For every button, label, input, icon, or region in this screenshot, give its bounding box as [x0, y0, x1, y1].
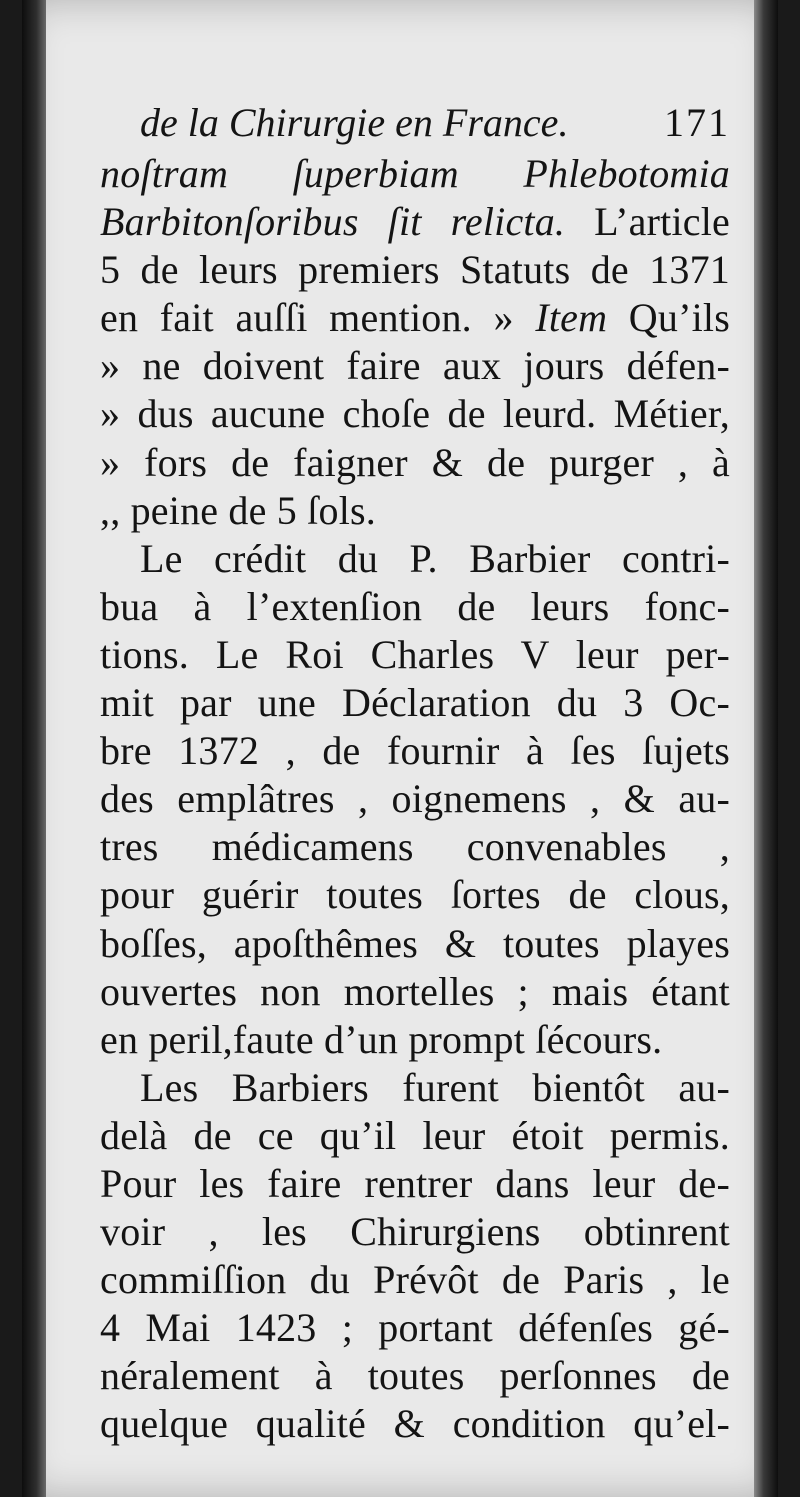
text-line: ouvertes non mortelles ; mais étant: [100, 968, 730, 1014]
text-line: en peril,faute d’un prompt ſécours.: [100, 1016, 663, 1062]
text-line: Le crédit du P. Barbier contri-: [140, 535, 730, 581]
text-line: delà de ce qu’il leur étoit permis.: [100, 1112, 730, 1158]
text-line: tres médicamens convenables ,: [100, 824, 730, 870]
text-line: [100, 294, 730, 342]
text-line: 4 Mai 1423 ; portant défenſes gé-: [100, 1305, 730, 1351]
text-line: voir , les Chirurgiens obtinrent: [100, 1209, 730, 1255]
page-text: [100, 96, 730, 1449]
text-line: mit par une Déclaration du 3 Oc-: [100, 680, 730, 726]
italic-word: Item: [535, 295, 608, 341]
text-line: Les Barbiers furent bientôt au-: [140, 1064, 730, 1110]
text-line: bre 1372 , de fournir à ſes ſujets: [100, 728, 730, 774]
page-gutter-shadow: [22, 0, 46, 1497]
page-number: 171: [664, 100, 730, 145]
text-line: bua à l’extenſion de leurs fonc-: [100, 583, 730, 629]
text-fragment: Qu’ils: [607, 295, 730, 341]
running-header: [100, 96, 730, 150]
text-line: [100, 198, 730, 246]
text-line: quelque qualité & condition qu’el-: [100, 1401, 730, 1447]
text-line: commiſſion du Prévôt de Paris , le: [100, 1257, 730, 1303]
running-title: de la Chirurgie en France.: [140, 100, 569, 145]
text-line: des emplâtres , oignemens , & au-: [100, 776, 730, 822]
latin-phrase: Barbitonſoribus ſit relicta.: [100, 199, 566, 245]
text-line: 5 de leurs premiers Statuts de 1371: [100, 247, 730, 293]
text-line: néralement à toutes perſonnes de: [100, 1353, 730, 1399]
text-line: » fors de faigner & de purger , à: [100, 439, 730, 485]
text-line: » dus aucune choſe de leurd. Métier,: [100, 391, 730, 437]
text-fragment: en fait auſſi mention. »: [100, 295, 536, 341]
text-fragment: L’article: [565, 199, 730, 245]
text-line: ,, peine de 5 ſols.: [100, 487, 376, 533]
text-line: boſſes, apoſthêmes & toutes playes: [100, 920, 730, 966]
page-edge-shadow: [754, 0, 778, 1497]
text-line: Pour les faire rentrer dans leur de-: [100, 1160, 730, 1206]
text-line: noſtram ſuperbiam Phlebotomia: [100, 151, 730, 196]
text-line: pour guérir toutes ſortes de clous,: [100, 872, 730, 918]
book-page: [22, 0, 778, 1497]
text-line: tions. Le Roi Charles V leur per-: [100, 631, 730, 677]
text-line: » ne doivent faire aux jours défen-: [100, 343, 730, 389]
